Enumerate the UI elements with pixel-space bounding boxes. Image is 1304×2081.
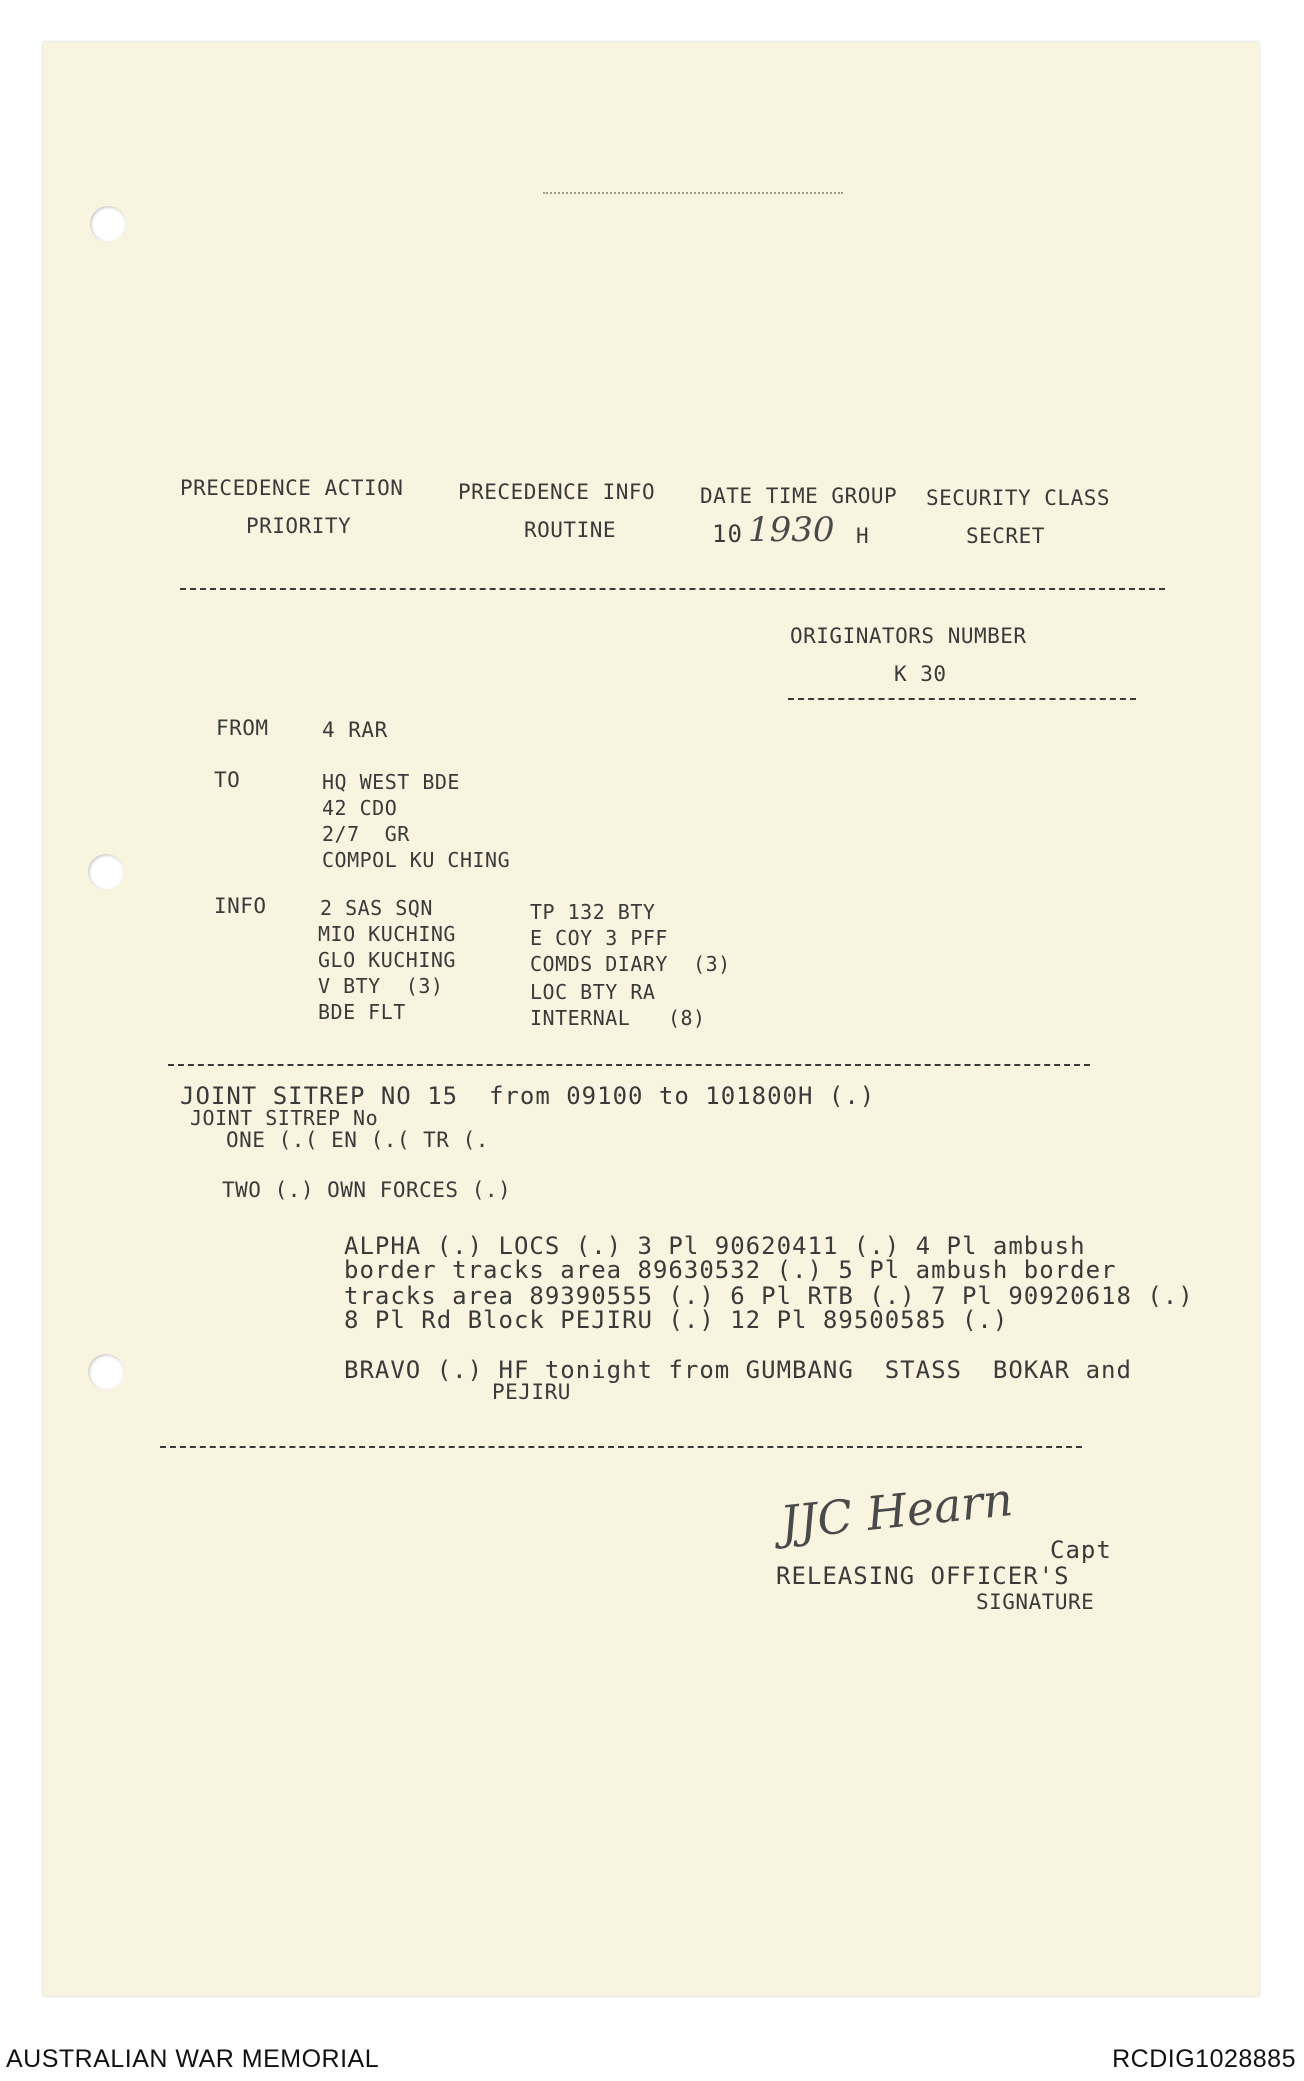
info-col2-line-5: INTERNAL (8) [530, 1006, 706, 1030]
punch-hole-middle [88, 854, 124, 890]
info-col1-line-5: BDE FLT [318, 1000, 406, 1024]
originators-number-label: ORIGINATORS NUMBER [790, 624, 1027, 648]
to-line-2: 42 CDO [322, 796, 398, 820]
dtg-day: 10 [712, 520, 743, 548]
dtg-zone: H [856, 524, 870, 548]
bravo-line-1: BRAVO (.) HF tonight from GUMBANG STASS BOKAR and [344, 1356, 1132, 1384]
faint-dotted-mark [543, 192, 843, 194]
message-line-2: JOINT SITREP No [190, 1106, 379, 1130]
precedence-action-value: PRIORITY [246, 514, 352, 538]
message-line-4: TWO (.) OWN FORCES (.) [222, 1178, 512, 1202]
to-label: TO [214, 768, 241, 792]
alpha-line-1: ALPHA (.) LOCS (.) 3 Pl 90620411 (.) 4 Pl ambush [344, 1232, 1086, 1260]
message-line-1: JOINT SITREP NO 15 from 09100 to 101800H (.) [180, 1082, 876, 1110]
info-col2-line-1: TP 132 BTY [530, 900, 656, 924]
info-col1-line-3: GLO KUCHING [318, 948, 456, 972]
precedence-info-value: ROUTINE [524, 518, 617, 542]
handwritten-signature: JJC Hearn [777, 1471, 1016, 1551]
header-divider [180, 588, 1165, 590]
signature-label: SIGNATURE [976, 1590, 1095, 1614]
originators-number-value: K 30 [894, 662, 947, 686]
security-class-value: SECRET [966, 524, 1045, 548]
to-line-1: HQ WEST BDE [322, 770, 460, 794]
footer-record-id: RCDIG1028885 [1112, 2045, 1296, 2073]
originator-divider [788, 698, 1136, 700]
signature-rank: Capt [1050, 1536, 1112, 1564]
footer-institution: AUSTRALIAN WAR MEMORIAL [6, 2045, 380, 2073]
info-col2-line-2: E COY 3 PFF [530, 926, 668, 950]
to-line-3: 2/7 GR [322, 822, 410, 846]
releasing-officer-label: RELEASING OFFICER'S [776, 1562, 1070, 1590]
message-line-3: ONE (.( EN (.( TR (. [226, 1128, 489, 1152]
from-value: 4 RAR [322, 718, 388, 742]
info-col1-line-1: 2 SAS SQN [320, 896, 433, 920]
info-col2-line-4: LOC BTY RA [530, 980, 656, 1004]
precedence-info-label: PRECEDENCE INFO [458, 480, 656, 504]
punch-hole-top [90, 206, 126, 242]
precedence-action-label: PRECEDENCE ACTION [180, 476, 404, 500]
dtg-handwritten-time: 1930 [748, 510, 835, 550]
alpha-line-2: border tracks area 89630532 (.) 5 Pl ambush border [344, 1256, 1117, 1284]
bravo-line-2: PEJIRU [492, 1380, 571, 1404]
alpha-line-3: tracks area 89390555 (.) 6 Pl RTB (.) 7 Pl 90920618 (.) [344, 1282, 1194, 1310]
info-label: INFO [214, 894, 267, 918]
alpha-line-4: 8 Pl Rd Block PEJIRU (.) 12 Pl 89500585 (.) [344, 1306, 1009, 1334]
message-divider [160, 1446, 1082, 1448]
address-divider [168, 1064, 1090, 1066]
punch-hole-bottom [88, 1354, 124, 1390]
to-line-4: COMPOL KU CHING [322, 848, 511, 872]
info-col2-line-3: COMDS DIARY (3) [530, 952, 731, 976]
from-label: FROM [216, 716, 269, 740]
info-col1-line-4: V BTY (3) [318, 974, 444, 998]
dtg-label: DATE TIME GROUP [700, 484, 898, 508]
security-class-label: SECURITY CLASS [926, 486, 1111, 510]
info-col1-line-2: MIO KUCHING [318, 922, 456, 946]
